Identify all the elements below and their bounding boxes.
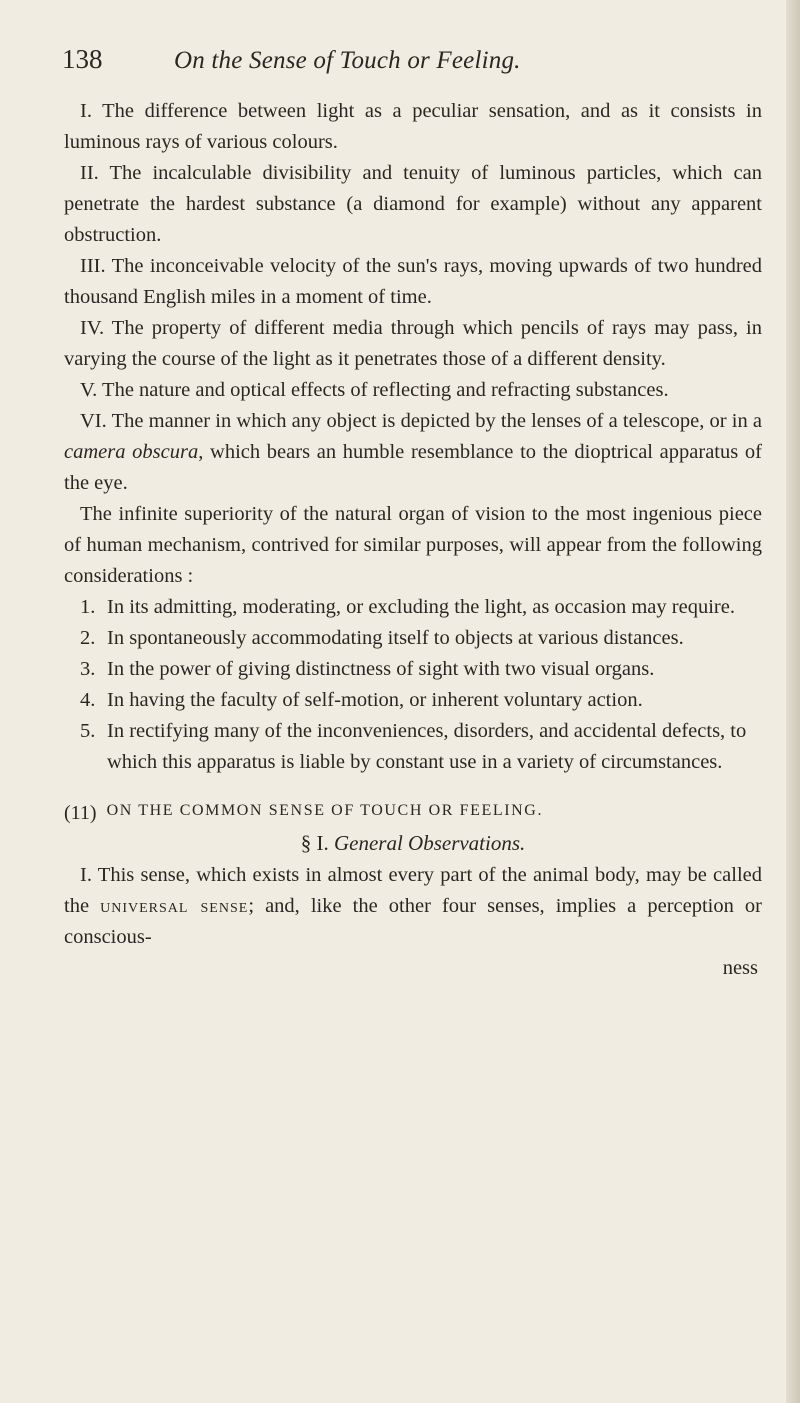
subsection-mark: § I. xyxy=(300,831,329,855)
list-item xyxy=(80,716,762,778)
final-paragraph-end: ; and, like the other four senses, implies a perception or conscious- xyxy=(64,895,762,948)
subsection-title: General Observations. xyxy=(333,831,526,855)
book-page xyxy=(62,44,762,983)
running-head: On the Sense of Touch or Feeling. xyxy=(174,47,521,74)
list-item-text: In the power of giving distinctness of sight with two visual organs. xyxy=(107,658,655,680)
paragraph-vi xyxy=(64,406,762,499)
section-number: (11) xyxy=(64,802,97,824)
list-item xyxy=(80,654,762,685)
list-item xyxy=(80,592,762,623)
list-item xyxy=(80,685,762,716)
body-text xyxy=(62,96,762,983)
section-heading xyxy=(64,802,762,825)
intro-paragraph: The infinite superiority of the natural organ of vision to the most ingenious piece of human mechanism, contrived for similar purposes, will appear from the following considerations : xyxy=(64,503,762,587)
page-number: 138 xyxy=(62,44,103,74)
list-item-number: 3. xyxy=(80,658,96,680)
paragraph-iii: III. The inconceivable velocity of the sun's rays, moving upwards of two hundred thousand English miles in a moment of time. xyxy=(64,255,762,308)
list-item-number: 5. xyxy=(80,720,96,742)
paragraph-vi-italic: camera obscura xyxy=(64,441,199,463)
list-item-number: 4. xyxy=(80,689,96,711)
list-item xyxy=(80,623,762,654)
page-edge-shadow xyxy=(786,0,800,1403)
list-item-text: In its admitting, moderating, or excluding the light, as occasion may require. xyxy=(107,596,735,618)
paragraph-ii: II. The incalculable divisibility and tenuity of luminous particles, which can penetrate the hardest substance (a diamond for example) without any apparent obstruction. xyxy=(64,162,762,246)
paragraph-vi-end: , which bears an humble resemblance to the dioptrical apparatus of the eye. xyxy=(64,441,762,494)
catchword: ness xyxy=(722,957,758,979)
subsection-heading xyxy=(64,831,762,856)
paragraph-vi-start: VI. The manner in which any object is depicted by the lenses of a telescope, or in a xyxy=(80,410,762,432)
list-item-number: 2. xyxy=(80,627,96,649)
paragraph-v: V. The nature and optical effects of reflecting and refracting substances. xyxy=(80,379,669,401)
paragraph-iv: IV. The property of different media through which pencils of rays may pass, in varying the course of the light as it penetrates those of a different density. xyxy=(64,317,762,370)
list-item-text: In having the faculty of self-motion, or inherent voluntary action. xyxy=(107,689,643,711)
section-title: ON THE COMMON SENSE OF TOUCH OR FEELING. xyxy=(106,802,544,819)
universal-sense-smallcaps: universal sense xyxy=(100,895,249,917)
page-header xyxy=(62,44,762,96)
final-paragraph-start: I. This sense, which exists in almost every part of the animal body, may be called the xyxy=(64,864,762,917)
list-item-number: 1. xyxy=(80,596,96,618)
paragraph-i: I. The difference between light as a peculiar sensation, and as it consists in luminous rays of various colours. xyxy=(64,100,762,153)
list-item-text: In spontaneously accommodating itself to objects at various distances. xyxy=(107,627,684,649)
list-item-text: In rectifying many of the inconveniences, disorders, and accidental defects, to which this apparatus is liable by constant use in a variety of circumstances. xyxy=(107,720,747,773)
considerations-list xyxy=(64,592,762,778)
final-paragraph xyxy=(64,860,762,953)
